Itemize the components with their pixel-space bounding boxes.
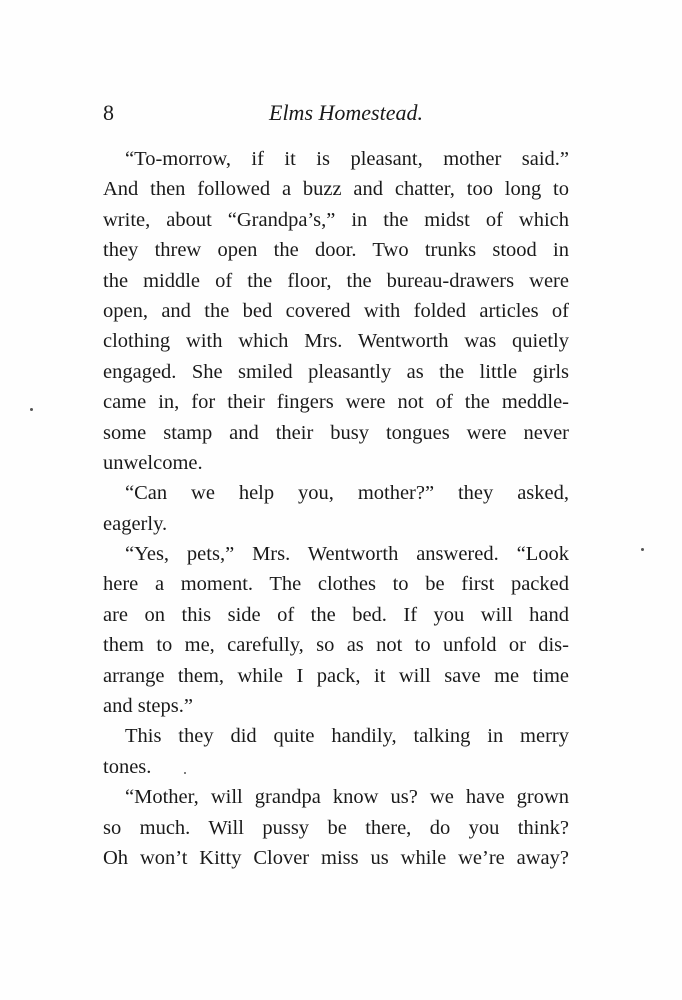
text-line: they threw open the door. Two trunks stood in [103,239,569,262]
text-line: them to me, carefully, so as not to unfold or dis- [103,634,569,657]
text-line: some stamp and their busy tongues were never [103,421,569,444]
paper-speck [184,772,186,774]
text-line: so much. Will pussy be there, do you think? [103,816,569,839]
text-line: “Yes, pets,” Mrs. Wentworth answered. “Look [125,543,569,566]
text-line: arrange them, while I pack, it will save me time [103,664,569,687]
text-line: are on this side of the bed. If you will hand [103,603,569,626]
text-line: Oh won’t Kitty Clover miss us while we’re away? [103,846,569,869]
body-text [103,144,569,873]
text-line: “Mother, will grandpa know us? we have grown [125,786,569,809]
page-number: 8 [103,100,114,125]
paper-speck [30,408,33,411]
text-line: tones. [103,755,152,778]
text-line: the middle of the floor, the bureau-drawers were [103,269,569,292]
text-line: open, and the bed covered with folded articles of [103,299,569,322]
text-line: and steps.” [103,695,193,718]
text-line: came in, for their fingers were not of the meddle- [103,391,569,414]
text-line: “Can we help you, mother?” they asked, [125,482,569,505]
text-line: eagerly. [103,512,168,535]
text-line: “To-morrow, if it is pleasant, mother said.” [125,148,569,170]
text-line: write, about “Grandpa’s,” in the midst of which [103,208,569,231]
book-title: Elms Homestead. [269,100,423,125]
text-line: unwelcome. [103,451,203,474]
text-line: And then followed a buzz and chatter, too long to [103,178,569,201]
text-line: engaged. She smiled pleasantly as the little girls [103,360,569,383]
text-line: This they did quite handily, talking in merry [125,725,569,748]
text-line: here a moment. The clothes to be first packed [103,573,569,596]
running-head [103,100,569,132]
text-line: clothing with which Mrs. Wentworth was quietly [103,330,569,353]
paper-speck [641,548,644,551]
